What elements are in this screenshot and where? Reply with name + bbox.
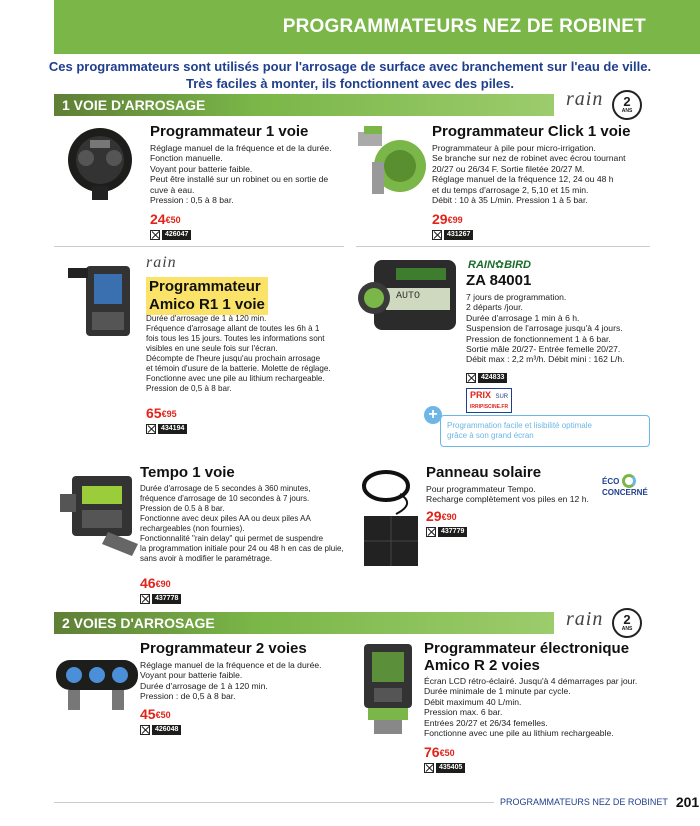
text-line: Fréquence d'arrosage allant de toutes les 6h à 1 [146, 324, 320, 333]
text-line: Débit max : 2,2 m³/h. Débit mini : 162 L/h. [466, 354, 625, 365]
product-ref [426, 527, 467, 537]
eco-icon [622, 474, 636, 488]
text-line: Pression max. 6 bar. [424, 707, 503, 718]
text-line: 431267 [444, 230, 473, 240]
product-price [146, 405, 177, 422]
product-price [150, 211, 181, 228]
page-number: 201 [675, 794, 700, 810]
warranty-years: 2 [623, 94, 631, 109]
product-image-za-84001 [356, 258, 464, 334]
text-line: €90 [441, 512, 457, 522]
product-image-amico-r1 [64, 258, 144, 342]
text-line: Fonction manuelle. [150, 153, 223, 164]
text-line: 76 [424, 744, 440, 760]
text-line: 2 départs /jour. [466, 302, 523, 313]
product-image-2-voies [54, 646, 140, 716]
text-line: et du temps d'arrosage 2, 5,10 et 15 min. [432, 184, 589, 195]
text-line: visibles en une seule fois sur l'écran. [146, 344, 278, 353]
product-title: ZA 84001 [466, 272, 532, 289]
section-title: 1 VOIE D'ARROSAGE [62, 97, 206, 113]
product-ref [424, 763, 465, 773]
product-description [426, 484, 606, 505]
product-description [466, 292, 666, 365]
product-description [424, 676, 664, 738]
text-line: fréquence d'arrosage de 10 secondes à 7 jours. [140, 494, 310, 503]
divider [54, 246, 344, 247]
product-title-box [146, 277, 268, 315]
product-price [140, 706, 171, 723]
prix-site: IRRIPISCINE.FR [470, 404, 509, 410]
text-line: ANS [621, 626, 633, 632]
plus-icon: + [424, 406, 442, 424]
text-line: €99 [447, 215, 463, 225]
text-line: Pour programmateur Tempo. [426, 484, 536, 494]
prix-label: PRIX [470, 390, 492, 400]
text-line: Durée minimale de 1 minute par cycle. [424, 686, 571, 697]
text-line: CONCERNÉ [602, 488, 648, 497]
text-line: 2 [623, 612, 631, 627]
section-one-voie [54, 94, 554, 116]
barcode-icon [140, 725, 150, 735]
product-image-amico-r2 [358, 640, 418, 736]
text-line: Suspension de l'arrosage jusqu'à 4 jours. [466, 323, 623, 334]
product-title: Programmateur [149, 278, 261, 295]
text-line: €90 [155, 579, 171, 589]
product-title: Programmateur électronique [424, 640, 630, 657]
text-line: Réglage manuel de la fréquence et de la durée. [150, 143, 332, 153]
text-line: €50 [439, 748, 455, 758]
page-footer [500, 794, 699, 810]
barcode-icon [466, 373, 476, 383]
product-price [140, 575, 171, 592]
product-description [140, 660, 340, 702]
text-line: Fonctionne avec deux piles AA ou deux piles AA [140, 514, 311, 523]
product-title: Programmateur 2 voies [140, 640, 307, 657]
footer-rule [54, 802, 494, 803]
text-line: Entrées 20/27 et 26/34 femelles. [424, 717, 548, 728]
text-line: Durée d'arrosage de 1 à 120 min. [146, 314, 267, 323]
section-deux-voies [54, 612, 554, 634]
text-line: 434194 [158, 424, 187, 434]
text-line: 424833 [478, 373, 507, 383]
text-line: Pression de 0.5 à 8 bar. [140, 504, 225, 513]
text-line: 65 [146, 405, 162, 421]
text-line: Voyant pour batterie faible. [150, 163, 253, 174]
text-line: 24 [150, 211, 166, 227]
intro-line-1: Ces programmateurs sont utilisés pour l'arrosage de surface avec branchement sur l'eau de ville. [48, 59, 652, 74]
text-line: Durée d'arrosage de 1 à 120 min. [140, 680, 268, 691]
product-price [432, 211, 463, 228]
product-ref [150, 230, 191, 240]
warranty-badge [612, 90, 642, 120]
divider [356, 246, 650, 247]
text-line: Voyant pour batterie faible. [140, 670, 243, 681]
barcode-icon [424, 763, 434, 773]
text-line: 46 [140, 575, 156, 591]
product-description [432, 143, 652, 205]
product-price [424, 744, 455, 761]
product-ref [432, 230, 473, 240]
intro-line-2: Très faciles à monter, ils fonctionnent avec des piles. [185, 76, 514, 91]
text-line: Peut être installé sur un robinet ou en sortie de [150, 174, 329, 185]
screen-text: AUTO [396, 291, 421, 302]
text-line: 435405 [436, 763, 465, 773]
barcode-icon [432, 230, 442, 240]
text-line: Fonctionne avec une pile au lithium rechargeable. [146, 374, 325, 383]
text-line: Sortie mâle 20/27- Entrée femelle 20/27. [466, 344, 621, 355]
barcode-icon [426, 527, 436, 537]
text-line: 45 [140, 706, 156, 722]
feature-callout [440, 415, 650, 447]
text-line: 29 [432, 211, 448, 227]
rain-logo: rain [566, 88, 604, 110]
text-line: Fonctionne avec une pile au lithium rechargeable. [424, 728, 614, 739]
text-line: 29 [426, 508, 442, 524]
text-line: Écran LCD rétro-éclairé. Jusqu'à 4 démarrages par jour. [424, 676, 638, 686]
product-description [140, 484, 344, 564]
product-title: Panneau solaire [426, 464, 542, 481]
text-line: fois tous les 15 jours. Toutes les informations sont [146, 334, 325, 343]
barcode-icon [140, 594, 150, 604]
text-line: Pression : de 0,5 à 8 bar. [140, 691, 236, 702]
page-title: PROGRAMMATEURS NEZ DE ROBINET [282, 16, 646, 37]
text-line: ÉCO [602, 476, 620, 486]
product-ref [146, 424, 187, 434]
text-line: Pression de fonctionnement 1 à 6 bar. [466, 333, 611, 344]
product-description [146, 314, 350, 394]
text-line: Programmateur à pile pour micro-irrigation. [432, 143, 596, 153]
text-line: 437778 [152, 594, 181, 604]
product-image-panneau-solaire [356, 464, 426, 570]
product-price [426, 508, 457, 525]
text-line: €50 [155, 710, 171, 720]
warranty-unit: ANS [621, 108, 633, 114]
text-line: Se branche sur nez de robinet avec écrou tournant [432, 153, 626, 164]
eco-badge [602, 474, 648, 497]
product-image-programmateur-1-voie [60, 122, 140, 202]
text-line: 437779 [438, 527, 467, 537]
text-line: Réglage manuel de la fréquence 12, 24 ou 48 h [432, 174, 614, 185]
product-title: Tempo 1 voie [140, 464, 235, 481]
product-image-tempo [58, 466, 140, 562]
product-title-line-2: Amico R 2 voies [424, 657, 540, 674]
rain-logo: rain [146, 254, 177, 271]
text-line: sans avoir à modifier le paramétrage. [140, 554, 273, 563]
barcode-icon [150, 230, 160, 240]
prix-sur: SUR [495, 394, 509, 400]
text-line: Pression : 0,5 à 8 bar. [150, 195, 234, 206]
section-title: 2 VOIES D'ARROSAGE [62, 615, 215, 631]
text-line: la programmation initiale pour 24 ou 48 h en cas de pluie, [140, 544, 344, 553]
text-line: 426048 [152, 725, 181, 735]
product-description [150, 143, 350, 205]
intro-text [40, 58, 660, 92]
text-line: €95 [161, 409, 177, 419]
prix-sur-link[interactable] [466, 388, 512, 413]
text-line: cuve à eau. [150, 184, 195, 195]
product-ref [466, 373, 507, 383]
page-header [54, 0, 700, 54]
text-line: Durée d'arrosage 1 min à 6 h. [466, 312, 580, 323]
footer-label: PROGRAMMATEURS NEZ DE ROBINET [500, 797, 668, 807]
rain-logo: rain [566, 608, 604, 630]
text-line: Décompte de l'heure jusqu'au prochain arrosage [146, 354, 321, 363]
product-title: Programmateur 1 voie [150, 123, 309, 140]
text-line: Pression de 0,5 à 8 bar. [146, 384, 232, 393]
text-line: 20/27 ou 26/34 F. Sortie filetée 20/27 M. [432, 163, 585, 174]
product-ref [140, 725, 181, 735]
text-line: Durée d'arrosage de 5 secondes à 360 minutes, [140, 484, 311, 493]
product-ref [140, 594, 181, 604]
text-line: €50 [165, 215, 181, 225]
barcode-icon [146, 424, 156, 434]
text-line: et témoin d'usure de la batterie. Molette de réglage. [146, 364, 331, 373]
text-line: Recharge complètement vos piles en 12 h. [426, 494, 589, 505]
rainbird-logo: RAIN✿BIRD [468, 259, 531, 271]
text-line: Débit : 10 à 35 L/min. Pression 1 à 5 bar. [432, 195, 588, 206]
warranty-badge [612, 608, 642, 638]
text-line: 7 jours de programmation. [466, 292, 567, 302]
product-title: Programmateur Click 1 voie [432, 123, 631, 140]
text-line: Débit maximum 40 L/min. [424, 696, 522, 707]
text-line: Fonctionnalité "rain delay" qui permet de suspendre [140, 534, 324, 543]
text-line: grâce à son grand écran [447, 431, 534, 440]
text-line: Réglage manuel de la fréquence et de la durée. [140, 660, 322, 670]
product-title-line-2: Amico R1 1 voie [149, 296, 265, 313]
text-line: 426047 [162, 230, 191, 240]
text-line: Programmation facile et lisibilité optimale [447, 421, 592, 430]
product-image-click-1-voie [358, 122, 428, 202]
text-line: rechargeables (non fournies). [140, 524, 245, 533]
